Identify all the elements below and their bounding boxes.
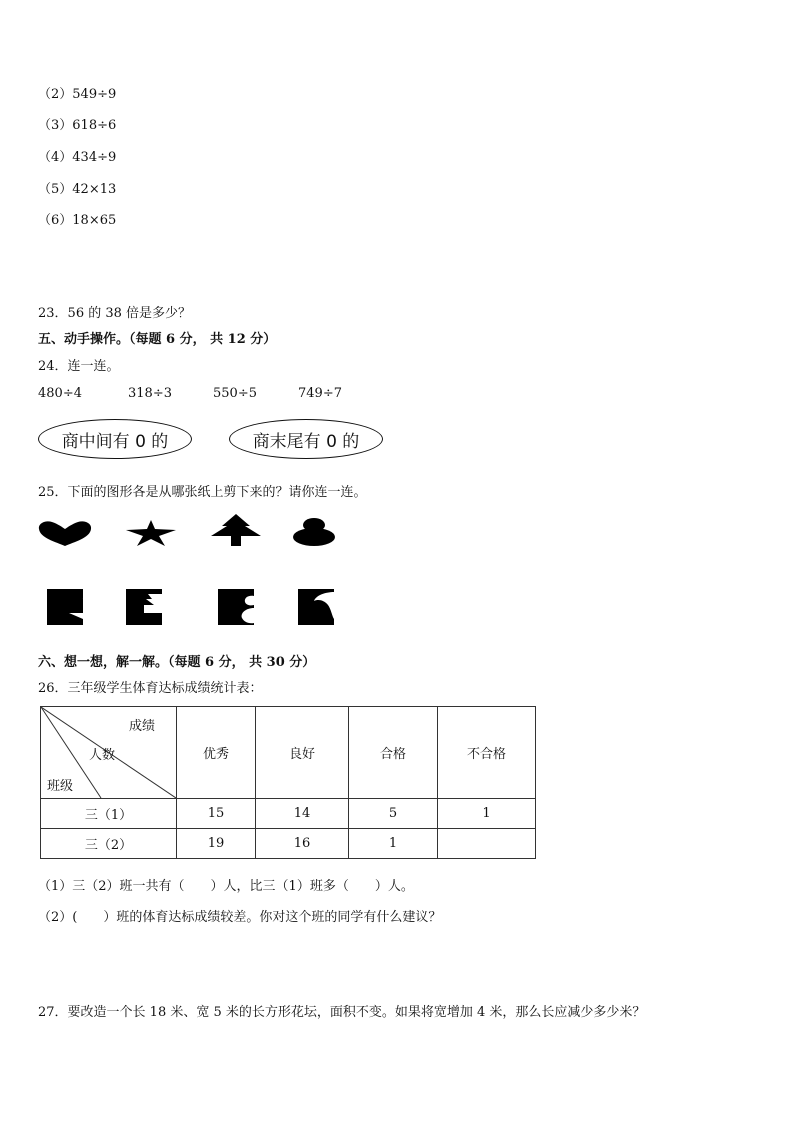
snowman-icon: [292, 518, 336, 546]
row-class-label: 三（1）: [41, 799, 177, 829]
calc-item-4: （4）434÷9: [38, 150, 117, 165]
table-cell: 1: [349, 829, 438, 859]
question-24-title: 24．连一连。: [38, 359, 120, 374]
paper-tree-cut-icon: [126, 589, 162, 625]
calc-item-5: （5）42×13: [38, 182, 117, 197]
table-cell: [438, 829, 536, 859]
table-row: [41, 799, 536, 829]
expression-2: 318÷3: [128, 386, 172, 401]
stats-table: [40, 706, 536, 859]
corner-label-score: 成绩: [129, 719, 156, 734]
section-6-heading: 六、想一想，解一解。（每题 6 分， 共 30 分）: [38, 655, 316, 670]
table-row: [41, 829, 536, 859]
corner-label-count: 人数: [89, 748, 116, 763]
question-26-sub-2: （2）( ）班的体育达标成绩较差。你对这个班的同学有什么建议？: [38, 910, 442, 925]
expression-1: 480÷4: [38, 386, 82, 401]
heart-icon: [38, 520, 92, 546]
question-26-sub-1: （1）三（2）班一共有（ ）人，比三（1）班多（ ）人。: [38, 879, 414, 894]
table-cell: 19: [177, 829, 256, 859]
expression-4: 749÷7: [298, 386, 342, 401]
table-cell: 1: [438, 799, 536, 829]
question-23: 23．56 的 38 倍是多少？: [38, 306, 192, 321]
section-5-heading: 五、动手操作。（每题 6 分， 共 12 分）: [38, 332, 277, 347]
paper-star-cut-icon: [47, 589, 83, 625]
header-pass: 合格: [349, 707, 438, 799]
header-fail: 不合格: [438, 707, 536, 799]
header-good: 良好: [256, 707, 349, 799]
question-27: 27．要改造一个长 18 米、宽 5 米的长方形花坛，面积不变。如果将宽增加 4 米，那么长应减少多少米？: [38, 1005, 646, 1020]
table-corner-cell: [41, 707, 177, 799]
question-25-title: 25．下面的图形各是从哪张纸上剪下来的？请你连一连。: [38, 485, 367, 500]
corner-label-class: 班级: [47, 779, 74, 794]
tree-icon: [209, 514, 263, 546]
row-class-label: 三（2）: [41, 829, 177, 859]
paper-circle-cut-icon: [218, 589, 254, 625]
question-26-title: 26．三年级学生体育达标成绩统计表：: [38, 681, 263, 696]
table-cell: 14: [256, 799, 349, 829]
expression-3: 550÷5: [213, 386, 257, 401]
star-icon: [126, 520, 176, 546]
table-cell: 16: [256, 829, 349, 859]
table-cell: 15: [177, 799, 256, 829]
oval-end-zero: [229, 419, 383, 459]
calc-item-3: （3）618÷6: [38, 118, 117, 133]
oval-middle-zero: [38, 419, 192, 459]
calc-item-6: （6）18×65: [38, 213, 117, 228]
paper-heart-cut-icon: [298, 589, 334, 625]
calc-item-2: （2）549÷9: [38, 87, 117, 102]
table-header-row: [41, 707, 536, 799]
oval-end-zero-label: 商末尾有 0 的: [252, 431, 360, 452]
header-excellent: 优秀: [177, 707, 256, 799]
oval-middle-zero-label: 商中间有 0 的: [61, 431, 169, 452]
table-cell: 5: [349, 799, 438, 829]
